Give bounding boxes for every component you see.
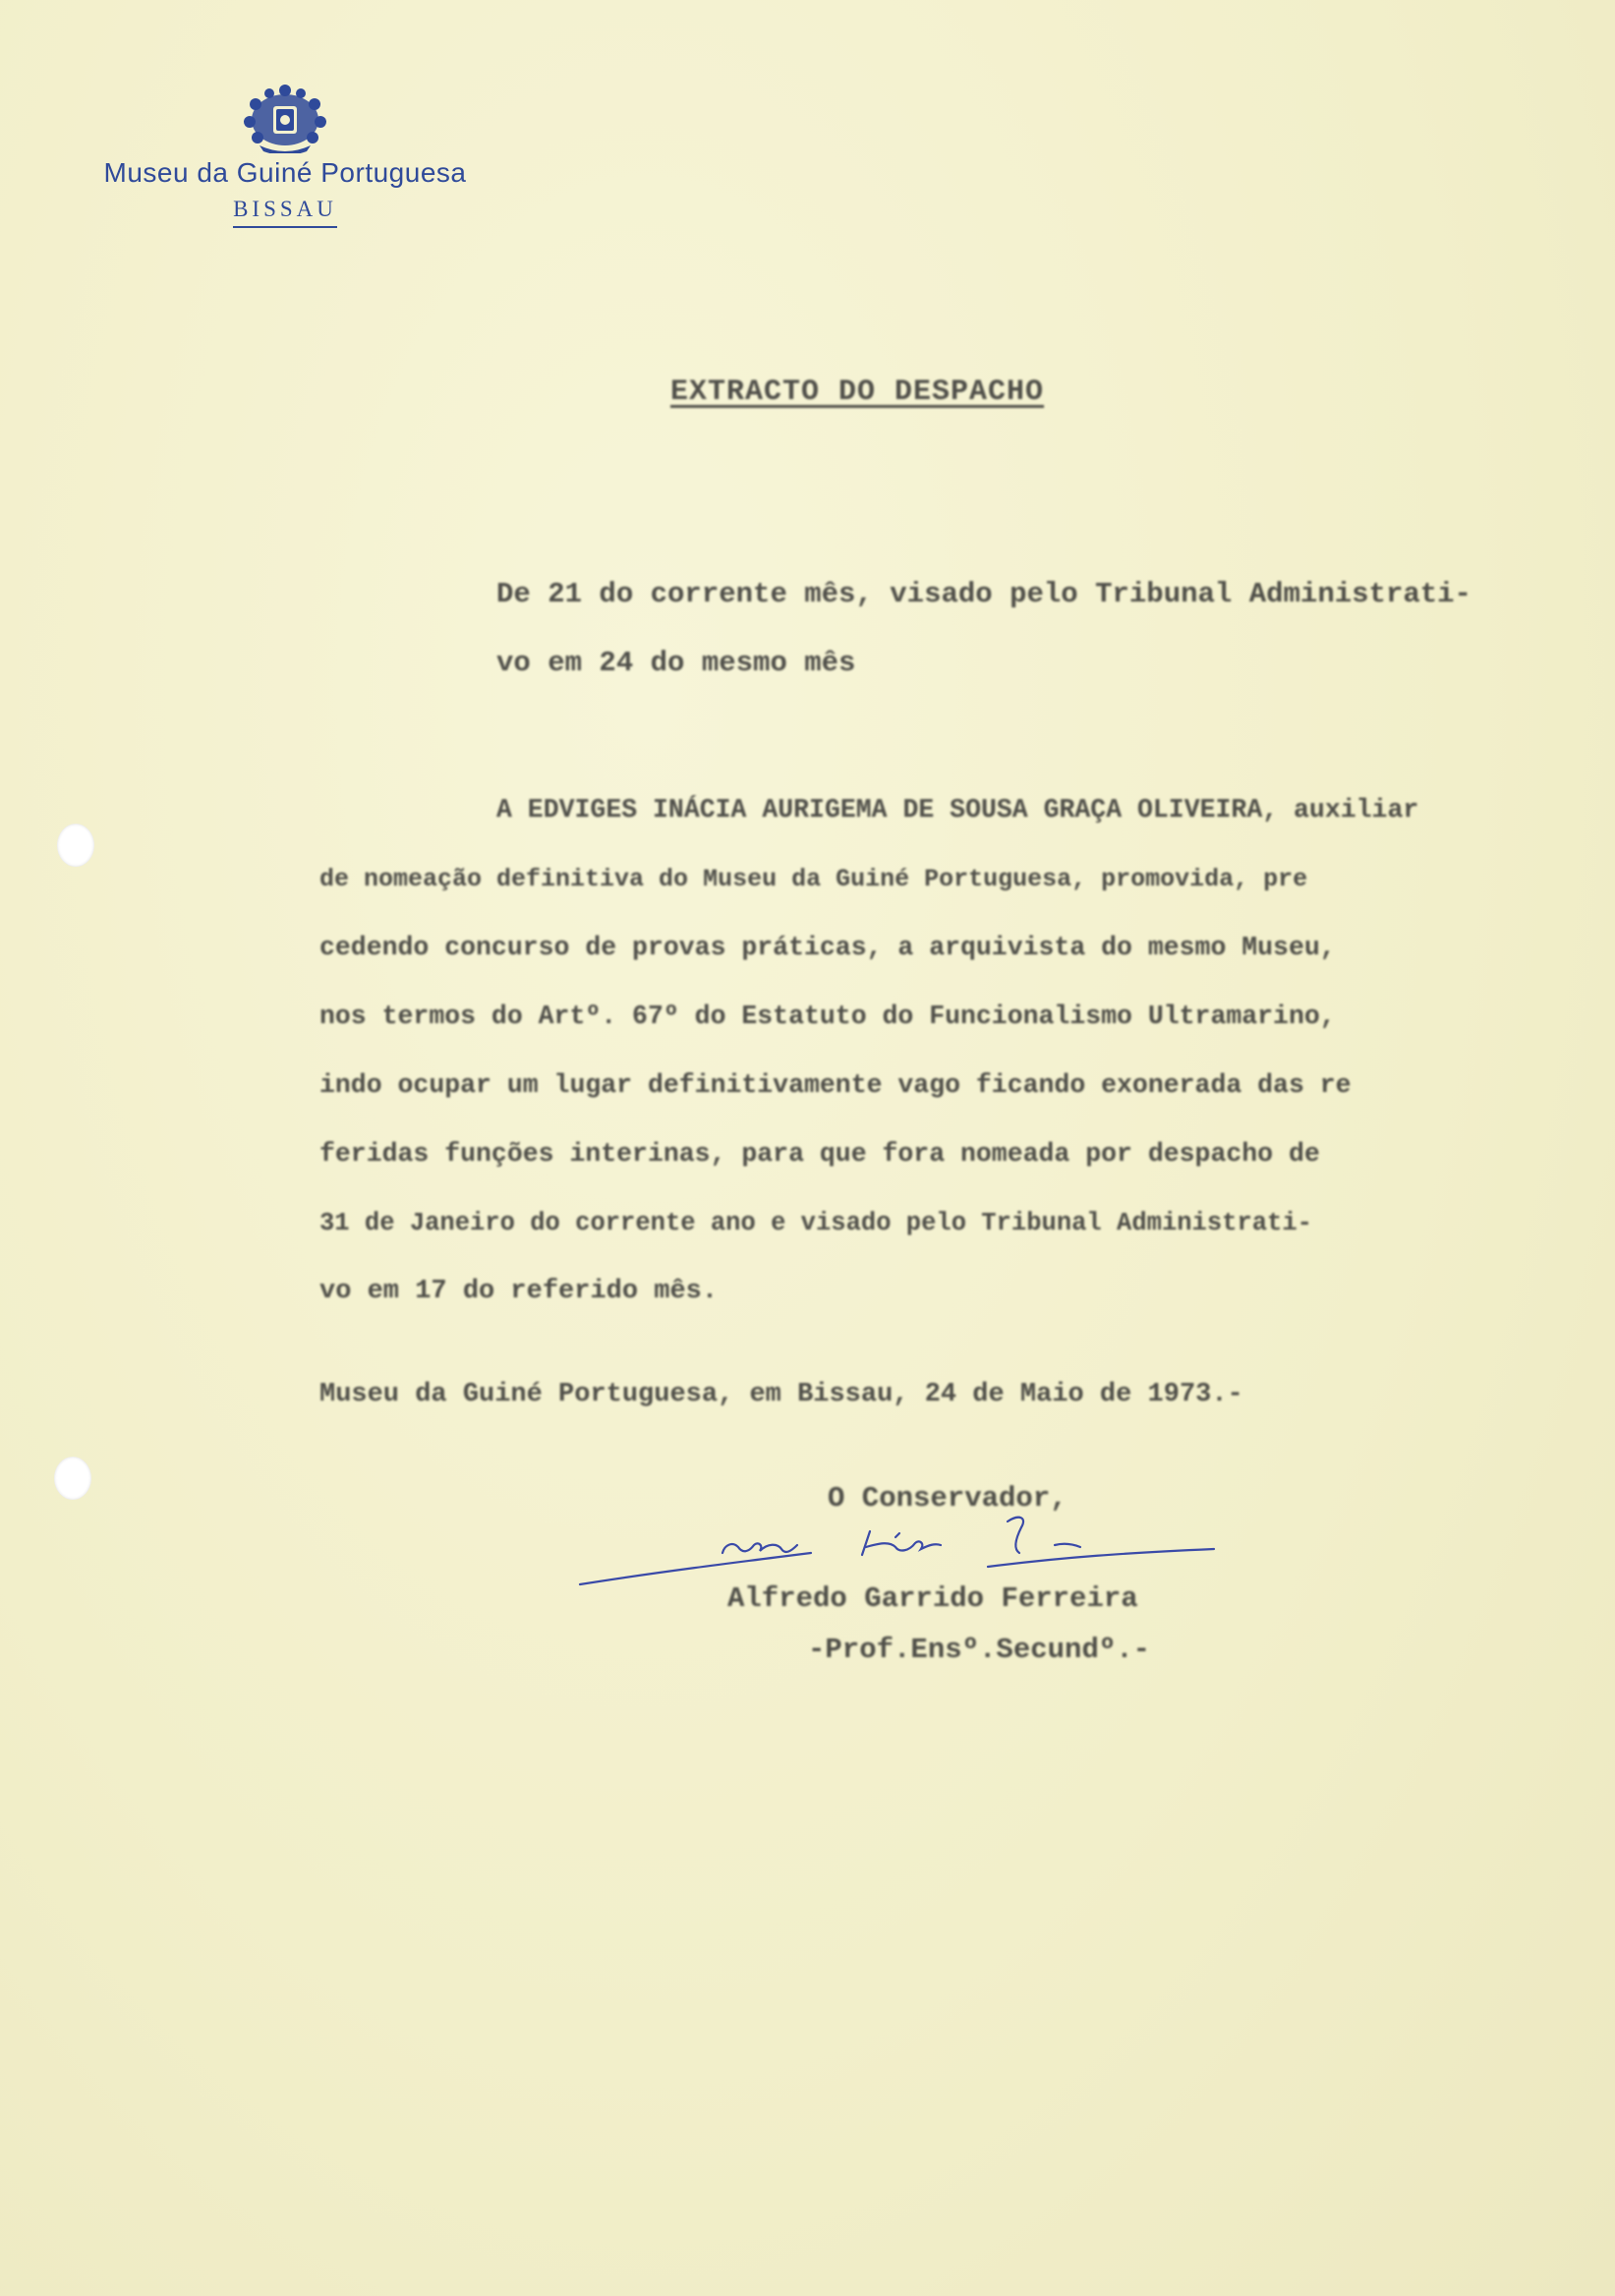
body-line-3: cedendo concurso de provas práticas, a arquivista do mesmo Museu, [319, 933, 1336, 962]
body-line-7: 31 de Janeiro do corrente ano e visado pelo Tribunal Administrati- [319, 1209, 1312, 1237]
signatory-role: O Conservador, [828, 1482, 1067, 1515]
signatory-title: -Prof.Ensº.Secundº.- [808, 1634, 1151, 1666]
document-title: EXTRACTO DO DESPACHO [670, 375, 1045, 409]
signatory-name: Alfredo Garrido Ferreira [727, 1582, 1138, 1615]
body-line-5: indo ocupar um lugar definitivamente vago ficando exonerada das re [319, 1070, 1352, 1100]
punch-hole-bottom [54, 1457, 91, 1500]
intro-line-1: De 21 do corrente mês, visado pelo Tribunal Administrati- [496, 578, 1471, 610]
body-line-4: nos termos do Artº. 67º do Estatuto do Funcionalismo Ultramarino, [319, 1002, 1336, 1031]
body-line-1: A EDVIGES INÁCIA AURIGEMA DE SOUSA GRAÇA OLIVEIRA, auxiliar [496, 795, 1419, 825]
intro-line-2: vo em 24 do mesmo mês [496, 647, 856, 679]
body-line-8: vo em 17 do referido mês. [319, 1277, 719, 1306]
crest-icon [240, 81, 330, 153]
institution-city: BISSAU [233, 197, 337, 228]
letterhead [59, 81, 511, 228]
body-line-6: feridas funções interinas, para que fora nomeada por despacho de [319, 1139, 1320, 1169]
punch-hole-top [57, 824, 94, 867]
institution-name: Museu da Guiné Portuguesa [103, 157, 467, 188]
place-date: Museu da Guiné Portuguesa, em Bissau, 24 de Maio de 1973.- [319, 1380, 1243, 1409]
body-line-2: de nomeação definitiva do Museu da Guiné Portuguesa, promovida, pre [319, 865, 1308, 893]
